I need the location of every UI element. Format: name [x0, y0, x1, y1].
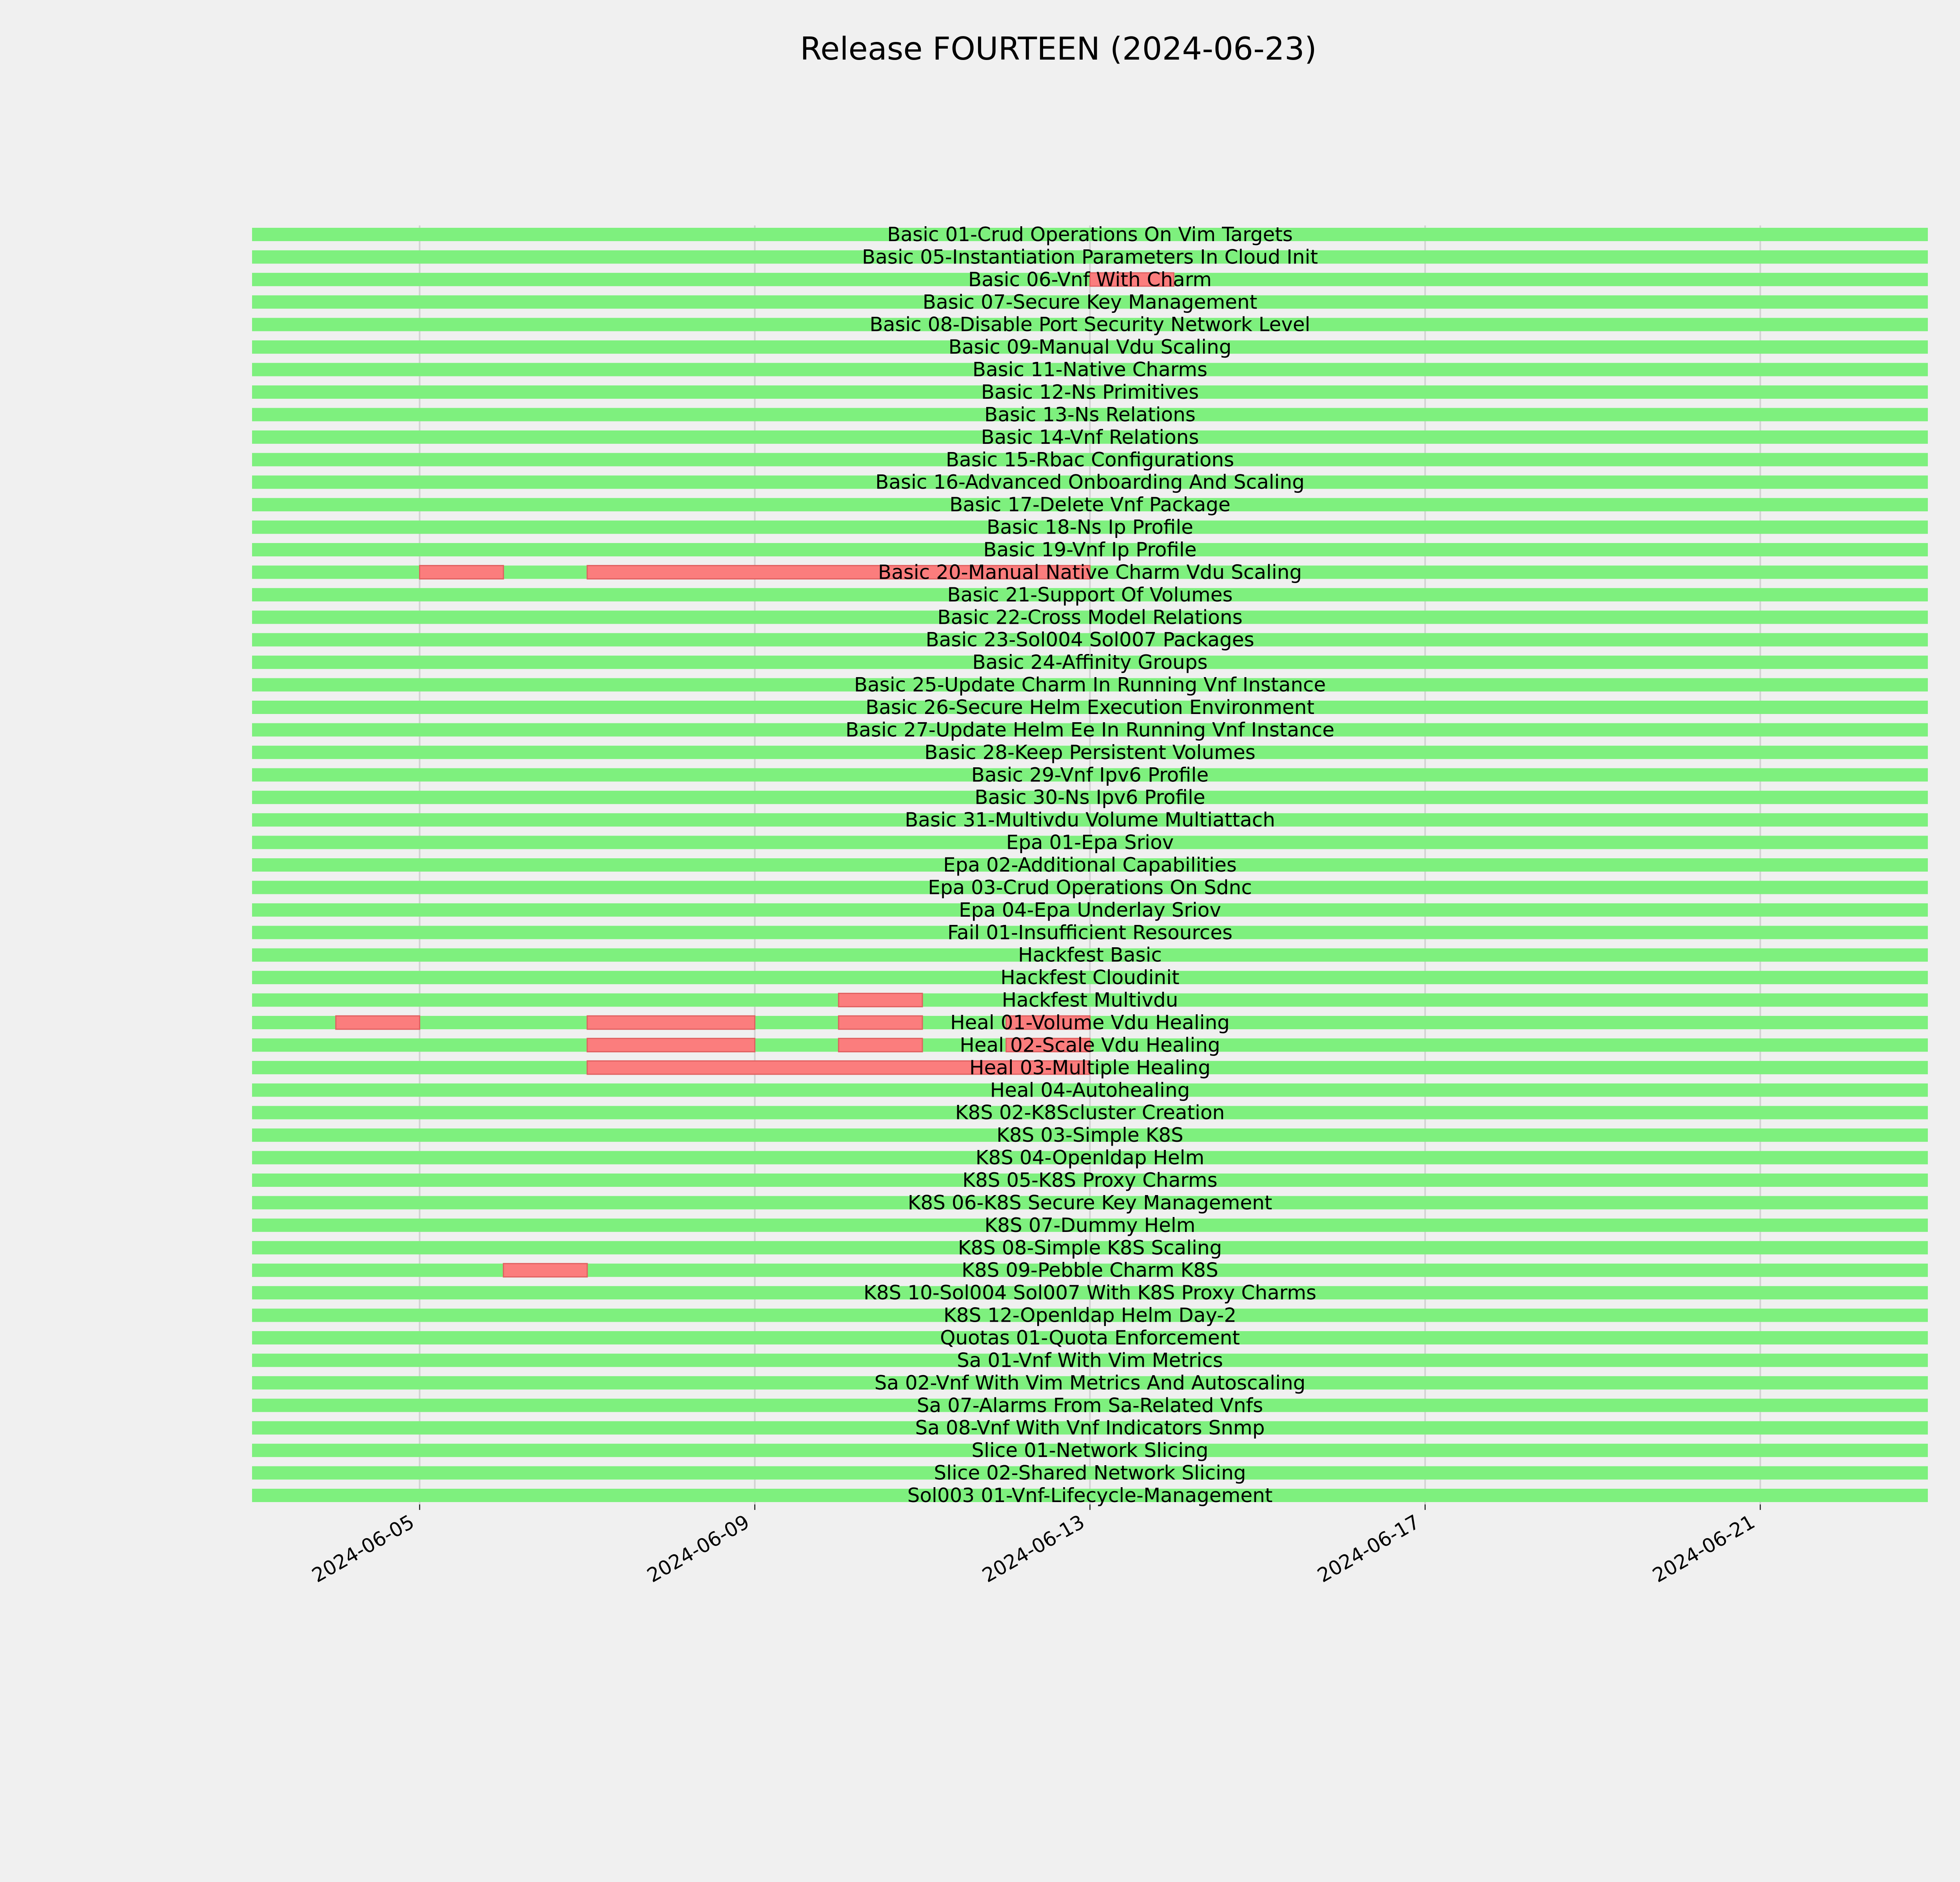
test-label: Sa 01-Vnf With Vim Metrics	[957, 1349, 1223, 1372]
test-label: Sa 02-Vnf With Vim Metrics And Autoscaling	[874, 1371, 1306, 1394]
test-label: K8S 08-Simple K8S Scaling	[958, 1236, 1222, 1259]
test-label: Basic 08-Disable Port Security Network Level	[869, 313, 1310, 336]
x-tick-label: 2024-06-05	[308, 1510, 418, 1587]
test-label: K8S 06-K8S Secure Key Management	[907, 1191, 1272, 1214]
test-label: Sol003 01-Vnf-Lifecycle-Management	[907, 1484, 1273, 1507]
test-label: Epa 03-Crud Operations On Sdnc	[928, 876, 1252, 899]
test-label: Basic 26-Secure Helm Execution Environment	[865, 696, 1315, 719]
failure-bar	[420, 565, 504, 579]
chart-title: Release FOURTEEN (2024-06-23)	[800, 31, 1317, 67]
x-tick-label: 2024-06-09	[643, 1510, 753, 1587]
failure-bar	[587, 1016, 755, 1029]
failure-bar	[838, 1016, 922, 1029]
test-label: Basic 07-Secure Key Management	[922, 291, 1258, 314]
test-label: K8S 03-Simple K8S	[996, 1124, 1183, 1147]
test-label: Slice 02-Shared Network Slicing	[934, 1461, 1246, 1484]
test-label: Basic 16-Advanced Onboarding And Scaling	[875, 470, 1305, 494]
test-label: K8S 07-Dummy Helm	[984, 1213, 1196, 1237]
test-label: K8S 02-K8Scluster Creation	[955, 1101, 1225, 1124]
test-label: Basic 31-Multivdu Volume Multiattach	[905, 808, 1275, 832]
test-label: Basic 25-Update Charm In Running Vnf Instance	[854, 673, 1326, 696]
test-label: Basic 19-Vnf Ip Profile	[983, 538, 1197, 561]
x-tick-label: 2024-06-21	[1648, 1510, 1759, 1587]
test-label: Basic 14-Vnf Relations	[981, 425, 1199, 449]
test-label: Slice 01-Network Slicing	[971, 1439, 1209, 1462]
test-label: Basic 05-Instantiation Parameters In Cloud Init	[862, 245, 1318, 269]
failure-bar	[503, 1264, 587, 1277]
test-label: Sa 07-Alarms From Sa-Related Vnfs	[916, 1394, 1263, 1417]
test-label: Basic 29-Vnf Ipv6 Profile	[971, 763, 1209, 787]
test-label: Basic 06-Vnf With Charm	[968, 268, 1212, 291]
test-label: Basic 01-Crud Operations On Vim Targets	[887, 223, 1293, 246]
test-label: Basic 30-Ns Ipv6 Profile	[975, 786, 1205, 809]
test-label: Basic 11-Native Charms	[972, 358, 1208, 381]
test-label: Quotas 01-Quota Enforcement	[940, 1326, 1240, 1349]
test-label: Basic 24-Affinity Groups	[972, 651, 1208, 674]
test-label: K8S 12-Openldap Helm Day-2	[943, 1304, 1237, 1327]
failure-bar	[336, 1016, 420, 1029]
test-label: Hackfest Basic	[1018, 943, 1162, 966]
test-label: Basic 21-Support Of Volumes	[947, 583, 1233, 606]
test-label: Heal 03-Multiple Healing	[969, 1056, 1211, 1079]
test-label: Heal 02-Scale Vdu Healing	[960, 1034, 1220, 1057]
test-label: Basic 15-Rbac Configurations	[946, 448, 1234, 471]
test-label: Basic 20-Manual Native Charm Vdu Scaling	[878, 561, 1302, 584]
test-label: Sa 08-Vnf With Vnf Indicators Snmp	[915, 1416, 1265, 1439]
failure-bar	[587, 1038, 755, 1052]
test-label: Basic 17-Delete Vnf Package	[949, 493, 1230, 516]
test-label: Basic 23-Sol004 Sol007 Packages	[926, 628, 1254, 651]
test-label: Basic 18-Ns Ip Profile	[986, 516, 1194, 539]
failure-bar	[838, 994, 922, 1007]
test-label: Basic 27-Update Helm Ee In Running Vnf Instance	[845, 718, 1335, 741]
x-tick-label: 2024-06-13	[978, 1510, 1089, 1587]
x-axis-ticks	[308, 1504, 1760, 1587]
test-label: Hackfest Multivdu	[1002, 988, 1178, 1012]
test-label: K8S 04-Openldap Helm	[975, 1146, 1205, 1169]
test-label: Epa 02-Additional Capabilities	[943, 854, 1237, 876]
test-label: Heal 04-Autohealing	[990, 1079, 1190, 1102]
test-label: K8S 09-Pebble Charm K8S	[962, 1259, 1218, 1282]
test-label: Basic 09-Manual Vdu Scaling	[948, 336, 1232, 359]
test-label: Basic 12-Ns Primitives	[981, 381, 1199, 403]
test-label: Basic 28-Keep Persistent Volumes	[924, 741, 1256, 764]
x-tick-label: 2024-06-17	[1313, 1510, 1424, 1587]
failure-bar	[838, 1038, 922, 1052]
test-label: Basic 13-Ns Relations	[984, 403, 1196, 426]
test-label: Basic 22-Cross Model Relations	[937, 606, 1243, 629]
test-label: Hackfest Cloudinit	[1000, 966, 1180, 989]
test-label: Heal 01-Volume Vdu Healing	[950, 1011, 1230, 1034]
test-label: K8S 05-K8S Proxy Charms	[962, 1169, 1218, 1192]
test-label: Epa 01-Epa Sriov	[1006, 831, 1174, 854]
test-label: Epa 04-Epa Underlay Sriov	[958, 898, 1221, 921]
test-label: Fail 01-Insufficient Resources	[947, 921, 1233, 944]
test-label: K8S 10-Sol004 Sol007 With K8S Proxy Charms	[863, 1281, 1317, 1304]
